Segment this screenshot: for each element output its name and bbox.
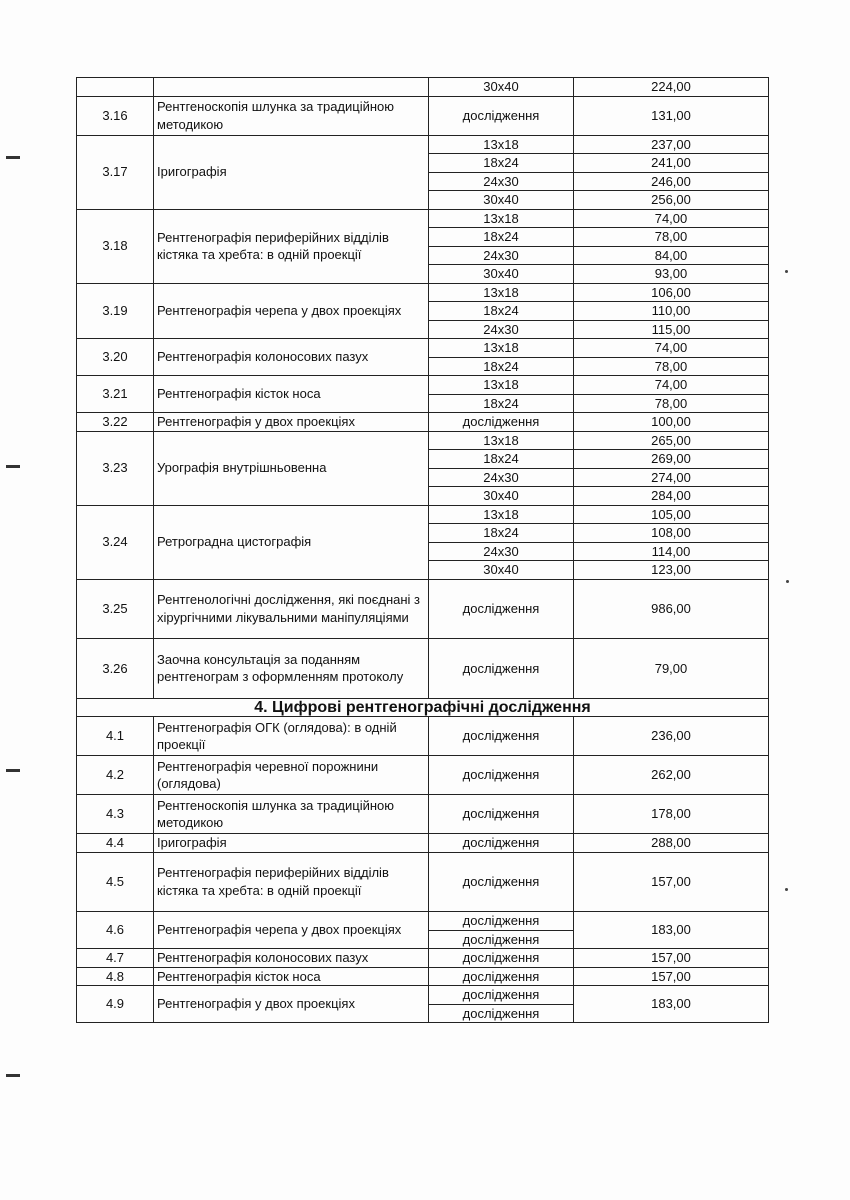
item-number: 3.22	[77, 413, 154, 432]
item-name: Рентгенографія ОГК (оглядова): в одній проекції	[154, 717, 429, 756]
unit-cell: 13x18	[429, 431, 574, 450]
unit-cell: 18x24	[429, 228, 574, 247]
unit-cell: 13x18	[429, 339, 574, 358]
unit-cell: дослідження	[429, 912, 574, 931]
item-number: 3.23	[77, 431, 154, 505]
unit-cell: дослідження	[429, 717, 574, 756]
binding-mark	[6, 465, 20, 468]
item-name: Урографія внутрішньовенна	[154, 431, 429, 505]
scan-speck	[785, 888, 788, 891]
table-row	[77, 795, 769, 834]
table-row	[77, 413, 769, 432]
unit-cell: 18x24	[429, 302, 574, 321]
unit-cell: дослідження	[429, 756, 574, 795]
price-cell: 114,00	[574, 542, 769, 561]
unit-cell: 18x24	[429, 450, 574, 469]
table-row	[77, 431, 769, 450]
item-number: 4.1	[77, 717, 154, 756]
unit-cell: 24x30	[429, 468, 574, 487]
price-cell: 183,00	[574, 912, 769, 949]
price-cell: 178,00	[574, 795, 769, 834]
unit-cell: 30x40	[429, 191, 574, 210]
price-cell: 108,00	[574, 524, 769, 543]
price-cell: 78,00	[574, 357, 769, 376]
unit-cell: дослідження	[429, 96, 574, 135]
unit-cell: 24x30	[429, 172, 574, 191]
table-row	[77, 78, 769, 97]
unit-cell: дослідження	[429, 639, 574, 699]
item-number: 4.7	[77, 949, 154, 968]
table-row	[77, 834, 769, 853]
item-number: 4.4	[77, 834, 154, 853]
price-cell: 93,00	[574, 265, 769, 284]
unit-cell: 13x18	[429, 283, 574, 302]
unit-cell: дослідження	[429, 967, 574, 986]
unit-cell: дослідження	[429, 930, 574, 949]
price-table	[76, 77, 769, 1023]
unit-cell: дослідження	[429, 986, 574, 1005]
unit-cell: 18x24	[429, 524, 574, 543]
price-cell: 74,00	[574, 339, 769, 358]
unit-cell: дослідження	[429, 795, 574, 834]
scan-speck	[785, 270, 788, 273]
price-cell: 131,00	[574, 96, 769, 135]
item-number: 4.3	[77, 795, 154, 834]
item-name: Ретроградна цистографія	[154, 505, 429, 579]
table-row	[77, 852, 769, 912]
item-number: 3.20	[77, 339, 154, 376]
item-name: Рентгеноскопія шлунка за традиційною методикою	[154, 96, 429, 135]
table-row	[77, 717, 769, 756]
item-name: Іригографія	[154, 135, 429, 209]
unit-cell: дослідження	[429, 1004, 574, 1023]
binding-mark	[6, 156, 20, 159]
table-row	[77, 949, 769, 968]
item-number: 3.17	[77, 135, 154, 209]
price-cell: 237,00	[574, 135, 769, 154]
item-number: 3.21	[77, 376, 154, 413]
unit-cell: 13x18	[429, 505, 574, 524]
unit-cell: 13x18	[429, 376, 574, 395]
unit-cell: 30x40	[429, 265, 574, 284]
binding-mark	[6, 769, 20, 772]
price-cell: 265,00	[574, 431, 769, 450]
price-cell: 78,00	[574, 394, 769, 413]
item-name: Рентгенологічні дослідження, які поєднані з хірургічними лікувальними маніпуляціями	[154, 579, 429, 639]
price-cell: 100,00	[574, 413, 769, 432]
unit-cell: дослідження	[429, 852, 574, 912]
price-cell: 241,00	[574, 154, 769, 173]
price-cell: 115,00	[574, 320, 769, 339]
item-name: Рентгенографія черепа у двох проекціях	[154, 283, 429, 339]
price-cell: 269,00	[574, 450, 769, 469]
unit-cell: 18x24	[429, 357, 574, 376]
unit-cell: 18x24	[429, 394, 574, 413]
item-name: Рентгенографія черепа у двох проекціях	[154, 912, 429, 949]
unit-cell: 30x40	[429, 561, 574, 580]
price-cell: 262,00	[574, 756, 769, 795]
item-name: Рентгеноскопія шлунка за традиційною методикою	[154, 795, 429, 834]
unit-cell: 30x40	[429, 487, 574, 506]
item-name: Заочна консультація за поданням рентгенограм з оформленням протоколу	[154, 639, 429, 699]
price-cell: 284,00	[574, 487, 769, 506]
section-heading: 4. Цифрові рентгенографічні дослідження	[77, 698, 769, 717]
table-row	[77, 579, 769, 639]
item-number	[77, 78, 154, 97]
price-cell: 224,00	[574, 78, 769, 97]
item-name: Рентгенографія черевної порожнини (оглядова)	[154, 756, 429, 795]
item-name: Рентгенографія колоносових пазух	[154, 949, 429, 968]
table-row	[77, 135, 769, 154]
section-row	[77, 698, 769, 717]
unit-cell: 18x24	[429, 154, 574, 173]
item-name: Рентгенографія кісток носа	[154, 967, 429, 986]
table-row	[77, 912, 769, 931]
unit-cell: дослідження	[429, 413, 574, 432]
table-row	[77, 96, 769, 135]
unit-cell: дослідження	[429, 949, 574, 968]
price-cell: 274,00	[574, 468, 769, 487]
item-number: 4.5	[77, 852, 154, 912]
item-name: Рентгенографія у двох проекціях	[154, 413, 429, 432]
item-name	[154, 78, 429, 97]
unit-cell: 24x30	[429, 542, 574, 561]
item-number: 4.8	[77, 967, 154, 986]
item-number: 3.26	[77, 639, 154, 699]
price-cell: 110,00	[574, 302, 769, 321]
price-cell: 84,00	[574, 246, 769, 265]
table-row	[77, 756, 769, 795]
price-cell: 78,00	[574, 228, 769, 247]
price-cell: 74,00	[574, 209, 769, 228]
unit-cell: дослідження	[429, 579, 574, 639]
item-name: Рентгенографія у двох проекціях	[154, 986, 429, 1023]
price-cell: 288,00	[574, 834, 769, 853]
price-cell: 105,00	[574, 505, 769, 524]
item-number: 3.19	[77, 283, 154, 339]
item-number: 3.25	[77, 579, 154, 639]
item-number: 4.2	[77, 756, 154, 795]
price-table-body	[77, 78, 769, 1023]
item-number: 3.24	[77, 505, 154, 579]
table-row	[77, 505, 769, 524]
unit-cell: 24x30	[429, 320, 574, 339]
price-cell: 986,00	[574, 579, 769, 639]
price-cell: 157,00	[574, 967, 769, 986]
unit-cell: 13x18	[429, 209, 574, 228]
item-name: Рентгенографія периферійних відділів кістяка та хребта: в одній проекції	[154, 209, 429, 283]
table-row	[77, 209, 769, 228]
table-row	[77, 967, 769, 986]
item-name: Іригографія	[154, 834, 429, 853]
table-row	[77, 283, 769, 302]
price-cell: 183,00	[574, 986, 769, 1023]
price-cell: 74,00	[574, 376, 769, 395]
item-number: 3.16	[77, 96, 154, 135]
price-cell: 256,00	[574, 191, 769, 210]
table-row	[77, 639, 769, 699]
item-name: Рентгенографія периферійних відділів кістяка та хребта: в одній проекції	[154, 852, 429, 912]
unit-cell: 24x30	[429, 246, 574, 265]
price-cell: 157,00	[574, 949, 769, 968]
price-cell: 236,00	[574, 717, 769, 756]
price-cell: 106,00	[574, 283, 769, 302]
unit-cell: 30x40	[429, 78, 574, 97]
binding-mark	[6, 1074, 20, 1077]
unit-cell: 13x18	[429, 135, 574, 154]
price-cell: 157,00	[574, 852, 769, 912]
price-cell: 79,00	[574, 639, 769, 699]
price-cell: 246,00	[574, 172, 769, 191]
item-number: 3.18	[77, 209, 154, 283]
scan-speck	[786, 580, 789, 583]
item-name: Рентгенографія колоносових пазух	[154, 339, 429, 376]
item-number: 4.9	[77, 986, 154, 1023]
item-name: Рентгенографія кісток носа	[154, 376, 429, 413]
price-cell: 123,00	[574, 561, 769, 580]
table-row	[77, 986, 769, 1005]
table-row	[77, 339, 769, 358]
item-number: 4.6	[77, 912, 154, 949]
unit-cell: дослідження	[429, 834, 574, 853]
table-row	[77, 376, 769, 395]
